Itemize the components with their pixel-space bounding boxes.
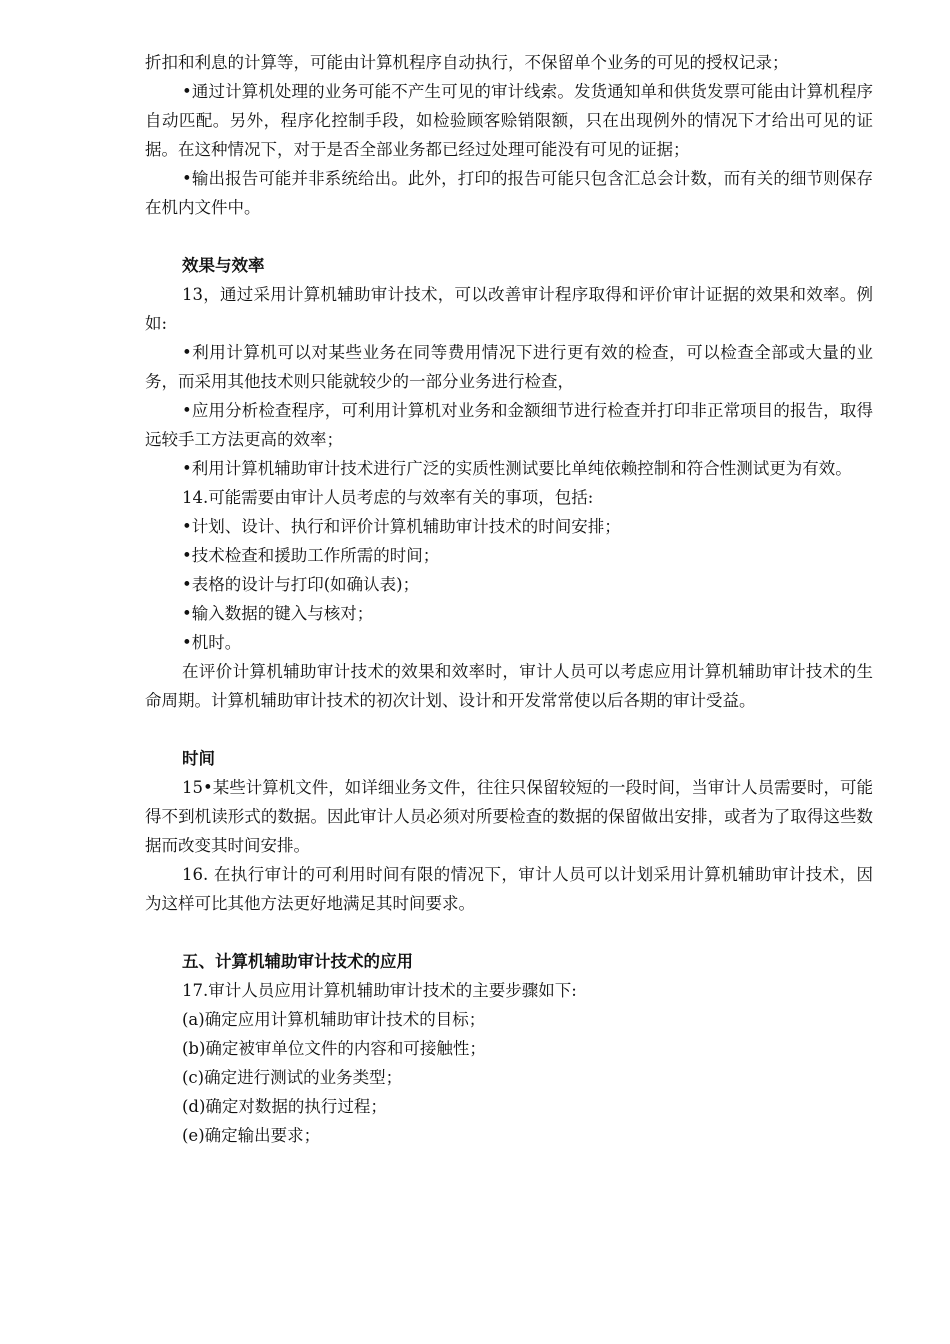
document-page (145, 48, 873, 1150)
paragraph-efficiency-closing: 在评价计算机辅助审计技术的效果和效率时，审计人员可以考虑应用计算机辅助审计技术的生命周期。计算机辅助审计技术的初次计划、设计和开发常常使以后各期的审计受益。 (145, 662, 873, 710)
section-gap (145, 715, 873, 744)
step-d: (d)确定对数据的执行过程； (182, 1097, 387, 1116)
heading-efficiency: 效果与效率 (182, 256, 265, 275)
bullet-14-5: •机时。 (182, 633, 242, 652)
paragraph-17: 17.审计人员应用计算机辅助审计技术的主要步骤如下: (182, 981, 577, 1000)
paragraph-continuation: 折扣和利息的计算等，可能由计算机程序自动执行，不保留单个业务的可见的授权记录； (145, 53, 789, 72)
bullet-13-3: •利用计算机辅助审计技术进行广泛的实质性测试要比单纯依赖控制和符合性测试更为有效。 (182, 459, 852, 478)
section-gap (145, 918, 873, 947)
paragraph-14: 14.可能需要由审计人员考虑的与效率有关的事项，包括: (182, 488, 594, 507)
paragraph-16: 16. 在执行审计的可利用时间有限的情况下，审计人员可以计划采用计算机辅助审计技术，因为这样可比其他方法更好地满足其时间要求。 (145, 865, 873, 913)
heading-application: 五、计算机辅助审计技术的应用 (182, 952, 413, 971)
bullet-14-1: •计划、设计、执行和评价计算机辅助审计技术的时间安排； (182, 517, 621, 536)
bullet-13-1: •利用计算机可以对某些业务在同等费用情况下进行更有效的检查，可以检查全部或大量的业务，而采用其他技术则只能就较少的一部分业务进行检查， (145, 343, 873, 391)
bullet-14-3: •表格的设计与打印(如确认表)； (182, 575, 420, 594)
section-gap (145, 222, 873, 251)
bullet-audit-trail: •通过计算机处理的业务可能不产生可见的审计线索。发货通知单和供货发票可能由计算机程序自动匹配。另外，程序化控制手段，如检验顾客赊销限额，只在出现例外的情况下才给出可见的证据。在这种情况下，对于是否全部业务都已经过处理可能没有可见的证据； (145, 82, 873, 159)
bullet-14-2: •技术检查和援助工作所需的时间； (182, 546, 440, 565)
step-b: (b)确定被审单位文件的内容和可接触性； (182, 1039, 486, 1058)
paragraph-13: 13，通过采用计算机辅助审计技术，可以改善审计程序取得和评价审计证据的效果和效率。例如: (145, 285, 873, 333)
heading-time: 时间 (182, 749, 215, 768)
paragraph-15: 15•某些计算机文件，如详细业务文件，往往只保留较短的一段时间，当审计人员需要时，可能得不到机读形式的数据。因此审计人员必须对所要检查的数据的保留做出安排，或者为了取得这些数据而改变其时间安排。 (145, 778, 873, 855)
step-e: (e)确定输出要求； (182, 1126, 321, 1145)
bullet-13-2: •应用分析检查程序，可利用计算机对业务和金额细节进行检查并打印非正常项目的报告，取得远较手工方法更高的效率； (145, 401, 873, 449)
step-a: (a)确定应用计算机辅助审计技术的目标； (182, 1010, 486, 1029)
step-c: (c)确定进行测试的业务类型； (182, 1068, 403, 1087)
bullet-output-reports: •输出报告可能并非系统给出。此外，打印的报告可能只包含汇总会计数，而有关的细节则保存在机内文件中。 (145, 169, 873, 217)
bullet-14-4: •输入数据的键入与核对； (182, 604, 374, 623)
